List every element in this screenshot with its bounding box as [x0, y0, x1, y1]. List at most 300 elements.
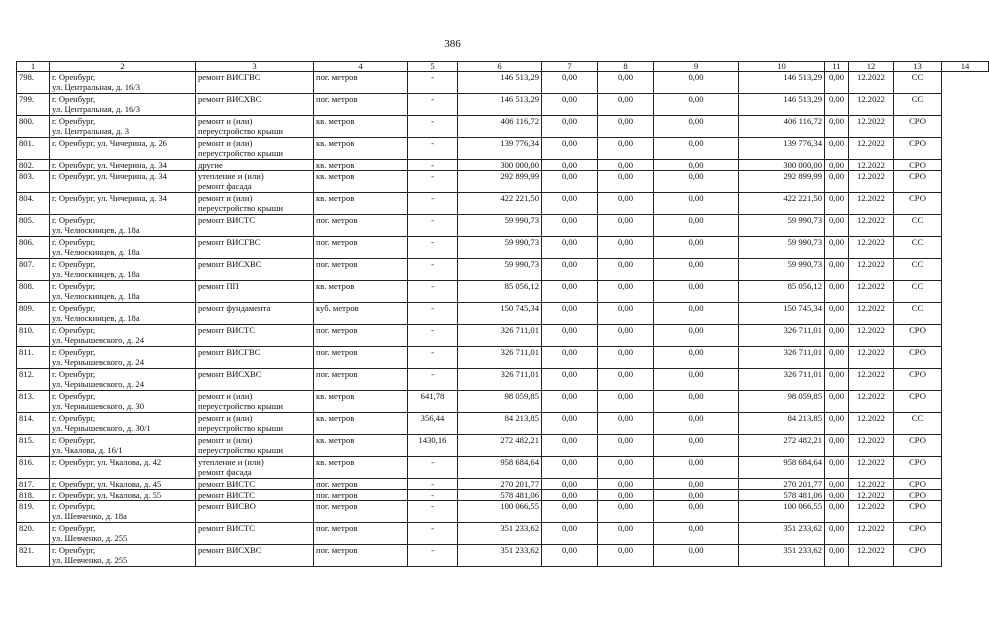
- deadline-cell-text: 12.2022: [857, 435, 885, 445]
- zero-value-cell-c8-text: 0,00: [561, 545, 578, 555]
- deadline-cell: [849, 369, 894, 391]
- row-number-cell: [17, 413, 50, 435]
- fund-method-cell: [894, 501, 942, 523]
- table-row: [17, 303, 989, 325]
- zero-value-cell-c9-text: 0,00: [617, 281, 634, 291]
- address-cell: [50, 171, 196, 193]
- quantity-cell: [408, 138, 458, 160]
- cost-total-cell: [458, 259, 542, 281]
- unit-cell: [314, 435, 408, 457]
- unit-cell: [314, 138, 408, 160]
- zero-value-cell-c12: [825, 523, 849, 545]
- fund-method-cell-text: СС: [911, 259, 924, 269]
- zero-value-cell-c9-text: 0,00: [617, 490, 634, 500]
- zero-value-cell-c8: [542, 369, 598, 391]
- zero-value-cell-c8-text: 0,00: [561, 501, 578, 511]
- address-cell-text: г. Оренбург,: [52, 259, 96, 269]
- zero-value-cell-c10: [654, 303, 739, 325]
- zero-value-cell-c12-text: 0,00: [828, 72, 845, 82]
- address-cell-text: г. Оренбург, ул. Чкалова, д. 45: [52, 479, 162, 489]
- deadline-cell-text: 12.2022: [857, 347, 885, 357]
- work-type-cell-text: ремонт и (или): [198, 116, 253, 126]
- address-cell-text: ул. Центральная, д. 3: [52, 126, 130, 136]
- column-header-9: 9: [654, 62, 739, 72]
- address-cell-text: г. Оренбург,: [52, 501, 96, 511]
- deadline-cell-text: 12.2022: [857, 369, 885, 379]
- work-type-cell-text: утепление и (или): [198, 171, 264, 181]
- cost-fund-cell: [739, 479, 825, 490]
- address-cell-text: г. Оренбург, ул. Чичерина, д. 34: [52, 160, 167, 170]
- zero-value-cell-c8: [542, 94, 598, 116]
- unit-cell-text: пог. метров: [316, 501, 358, 511]
- deadline-cell: [849, 171, 894, 193]
- quantity-cell: [408, 545, 458, 567]
- row-number-cell-text: 812.: [19, 369, 35, 379]
- zero-value-cell-c9-text: 0,00: [617, 237, 634, 247]
- zero-value-cell-c10: [654, 325, 739, 347]
- zero-value-cell-c9: [598, 281, 654, 303]
- row-number-cell-text: 814.: [19, 413, 35, 423]
- zero-value-cell-c8-text: 0,00: [561, 435, 578, 445]
- row-number-cell: [17, 281, 50, 303]
- fund-method-cell-text: СРО: [909, 171, 926, 181]
- zero-value-cell-c12-text: 0,00: [828, 160, 845, 170]
- work-type-cell: [196, 138, 314, 160]
- cost-fund-cell-text: 272 482,21: [783, 435, 822, 445]
- cost-fund-cell: [739, 160, 825, 171]
- fund-method-cell: [894, 490, 942, 501]
- fund-method-cell: [894, 215, 942, 237]
- table-row: [17, 413, 989, 435]
- quantity-cell-text: -: [431, 116, 434, 126]
- quantity-cell: [408, 116, 458, 138]
- unit-cell: [314, 501, 408, 523]
- zero-value-cell-c12: [825, 237, 849, 259]
- zero-value-cell-c12-text: 0,00: [828, 281, 845, 291]
- zero-value-cell-c9-text: 0,00: [617, 545, 634, 555]
- zero-value-cell-c8: [542, 160, 598, 171]
- cost-total-cell-text: 100 066,55: [500, 501, 539, 511]
- table-row: [17, 545, 989, 567]
- quantity-cell: [408, 72, 458, 94]
- column-header-10: 10: [739, 62, 825, 72]
- work-type-cell: [196, 545, 314, 567]
- unit-cell: [314, 490, 408, 501]
- cost-total-cell: [458, 237, 542, 259]
- zero-value-cell-c10: [654, 215, 739, 237]
- table-header: [17, 62, 989, 72]
- cost-total-cell: [458, 116, 542, 138]
- quantity-cell-text: -: [431, 237, 434, 247]
- cost-total-cell: [458, 545, 542, 567]
- zero-value-cell-c8: [542, 215, 598, 237]
- work-type-cell-text: ремонт ВИСТС: [198, 325, 256, 335]
- zero-value-cell-c8-text: 0,00: [561, 413, 578, 423]
- cost-total-cell-text: 59 990,73: [504, 259, 539, 269]
- zero-value-cell-c10: [654, 281, 739, 303]
- unit-cell: [314, 369, 408, 391]
- zero-value-cell-c10-text: 0,00: [688, 490, 704, 500]
- deadline-cell: [849, 116, 894, 138]
- zero-value-cell-c9-text: 0,00: [617, 116, 634, 126]
- fund-method-cell-text: СРО: [909, 116, 926, 126]
- row-number-cell-text: 820.: [19, 523, 35, 533]
- fund-method-cell: [894, 479, 942, 490]
- cost-fund-cell: [739, 303, 825, 325]
- unit-cell: [314, 193, 408, 215]
- zero-value-cell-c12: [825, 391, 849, 413]
- zero-value-cell-c12-text: 0,00: [828, 435, 845, 445]
- cost-fund-cell: [739, 259, 825, 281]
- unit-cell-text: пог. метров: [316, 479, 358, 489]
- zero-value-cell-c8: [542, 171, 598, 193]
- fund-method-cell-text: СРО: [909, 369, 926, 379]
- cost-total-cell-text: 958 684,64: [500, 457, 539, 467]
- address-cell-text: г. Оренбург,: [52, 303, 96, 313]
- column-header-3: 3: [196, 62, 314, 72]
- zero-value-cell-c12: [825, 435, 849, 457]
- fund-method-cell-text: СРО: [909, 545, 926, 555]
- quantity-cell-text: -: [431, 545, 434, 555]
- address-cell: [50, 501, 196, 523]
- deadline-cell: [849, 215, 894, 237]
- fund-method-cell: [894, 303, 942, 325]
- row-number-cell: [17, 259, 50, 281]
- quantity-cell-text: 356,44: [420, 413, 445, 423]
- zero-value-cell-c8: [542, 116, 598, 138]
- zero-value-cell-c8-text: 0,00: [561, 369, 578, 379]
- zero-value-cell-c9: [598, 347, 654, 369]
- unit-cell-text: пог. метров: [316, 325, 358, 335]
- zero-value-cell-c10-text: 0,00: [688, 160, 704, 170]
- work-type-cell: [196, 369, 314, 391]
- unit-cell-text: пог. метров: [316, 259, 358, 269]
- fund-method-cell: [894, 457, 942, 479]
- work-type-cell: [196, 391, 314, 413]
- repair-program-table: [16, 61, 989, 567]
- zero-value-cell-c12: [825, 325, 849, 347]
- row-number-cell-text: 808.: [19, 281, 35, 291]
- fund-method-cell-text: СРО: [909, 501, 926, 511]
- cost-total-cell-text: 59 990,73: [504, 215, 539, 225]
- quantity-cell-text: -: [431, 160, 434, 170]
- work-type-cell: [196, 325, 314, 347]
- cost-fund-cell: [739, 215, 825, 237]
- address-cell-text: г. Оренбург,: [52, 215, 96, 225]
- deadline-cell-text: 12.2022: [857, 259, 885, 269]
- cost-total-cell: [458, 369, 542, 391]
- fund-method-cell-text: СРО: [909, 347, 926, 357]
- zero-value-cell-c9-text: 0,00: [617, 303, 634, 313]
- fund-method-cell: [894, 325, 942, 347]
- row-number-cell-text: 815.: [19, 435, 35, 445]
- row-number-cell: [17, 490, 50, 501]
- address-cell: [50, 160, 196, 171]
- fund-method-cell: [894, 116, 942, 138]
- cost-fund-cell: [739, 435, 825, 457]
- quantity-cell-text: -: [431, 259, 434, 269]
- zero-value-cell-c10-text: 0,00: [688, 281, 704, 291]
- unit-cell-text: кв. метров: [316, 160, 355, 170]
- unit-cell-text: пог. метров: [316, 545, 358, 555]
- cost-fund-cell-text: 139 776,34: [783, 138, 822, 148]
- address-cell: [50, 325, 196, 347]
- unit-cell: [314, 116, 408, 138]
- deadline-cell-text: 12.2022: [857, 160, 885, 170]
- work-type-cell: [196, 237, 314, 259]
- zero-value-cell-c9: [598, 94, 654, 116]
- row-number-cell: [17, 479, 50, 490]
- address-cell-text: г. Оренбург,: [52, 545, 96, 555]
- unit-cell: [314, 215, 408, 237]
- cost-fund-cell-text: 100 066,55: [783, 501, 822, 511]
- column-header-14: 14: [942, 62, 989, 72]
- zero-value-cell-c9-text: 0,00: [617, 325, 634, 335]
- quantity-cell-text: -: [431, 457, 434, 467]
- work-type-cell-text: ремонт фундамента: [198, 303, 271, 313]
- unit-cell-text: пог. метров: [316, 72, 358, 82]
- work-type-cell: [196, 160, 314, 171]
- cost-total-cell: [458, 160, 542, 171]
- zero-value-cell-c8: [542, 545, 598, 567]
- quantity-cell: [408, 325, 458, 347]
- zero-value-cell-c9-text: 0,00: [617, 479, 634, 489]
- unit-cell-text: кв. метров: [316, 171, 355, 181]
- cost-fund-cell-text: 351 233,62: [783, 545, 822, 555]
- fund-method-cell: [894, 413, 942, 435]
- zero-value-cell-c8: [542, 193, 598, 215]
- page-number: 386: [444, 38, 461, 50]
- address-cell: [50, 94, 196, 116]
- zero-value-cell-c9: [598, 237, 654, 259]
- cost-fund-cell-text: 84 213,85: [787, 413, 822, 423]
- column-header-13: 13: [894, 62, 942, 72]
- row-number-cell: [17, 435, 50, 457]
- deadline-cell-text: 12.2022: [857, 413, 885, 423]
- zero-value-cell-c9: [598, 325, 654, 347]
- deadline-cell: [849, 457, 894, 479]
- cost-total-cell-text: 85 056,12: [504, 281, 539, 291]
- deadline-cell: [849, 325, 894, 347]
- row-number-cell-text: 817.: [19, 479, 35, 489]
- fund-method-cell-text: СС: [911, 303, 924, 313]
- unit-cell-text: пог. метров: [316, 490, 358, 500]
- zero-value-cell-c9-text: 0,00: [617, 259, 634, 269]
- zero-value-cell-c8-text: 0,00: [561, 160, 578, 170]
- zero-value-cell-c9: [598, 303, 654, 325]
- address-cell: [50, 479, 196, 490]
- zero-value-cell-c9-text: 0,00: [617, 347, 634, 357]
- row-number-cell-text: 809.: [19, 303, 35, 313]
- cost-total-cell: [458, 435, 542, 457]
- fund-method-cell: [894, 193, 942, 215]
- table-row: [17, 259, 989, 281]
- zero-value-cell-c9: [598, 215, 654, 237]
- fund-method-cell: [894, 94, 942, 116]
- quantity-cell: [408, 303, 458, 325]
- fund-method-cell: [894, 369, 942, 391]
- fund-method-cell: [894, 347, 942, 369]
- quantity-cell: [408, 435, 458, 457]
- zero-value-cell-c10-text: 0,00: [688, 171, 704, 181]
- row-number-cell-text: 813.: [19, 391, 35, 401]
- unit-cell: [314, 479, 408, 490]
- cost-fund-cell: [739, 171, 825, 193]
- zero-value-cell-c9-text: 0,00: [617, 391, 634, 401]
- address-cell-text: г. Оренбург,: [52, 72, 96, 82]
- cost-fund-cell-text: 422 221,50: [783, 193, 822, 203]
- zero-value-cell-c8: [542, 479, 598, 490]
- fund-method-cell: [894, 259, 942, 281]
- cost-total-cell: [458, 347, 542, 369]
- deadline-cell-text: 12.2022: [857, 391, 885, 401]
- cost-total-cell-text: 300 000,00: [500, 160, 539, 170]
- cost-total-cell: [458, 281, 542, 303]
- zero-value-cell-c10-text: 0,00: [688, 435, 704, 445]
- address-cell: [50, 138, 196, 160]
- work-type-cell: [196, 490, 314, 501]
- address-cell-text: ул. Центральная, д. 16/3: [52, 82, 140, 92]
- quantity-cell-text: -: [431, 501, 434, 511]
- deadline-cell-text: 12.2022: [857, 281, 885, 291]
- row-number-cell: [17, 237, 50, 259]
- quantity-cell: [408, 160, 458, 171]
- table-row: [17, 138, 989, 160]
- zero-value-cell-c10: [654, 72, 739, 94]
- cost-fund-cell: [739, 391, 825, 413]
- zero-value-cell-c12: [825, 160, 849, 171]
- zero-value-cell-c8-text: 0,00: [561, 523, 578, 533]
- zero-value-cell-c8-text: 0,00: [561, 72, 578, 82]
- zero-value-cell-c12-text: 0,00: [828, 325, 845, 335]
- table-row: [17, 391, 989, 413]
- cost-fund-cell: [739, 369, 825, 391]
- table-row: [17, 490, 989, 501]
- row-number-cell: [17, 215, 50, 237]
- column-header-1: 1: [17, 62, 50, 72]
- zero-value-cell-c10-text: 0,00: [688, 523, 704, 533]
- quantity-cell: [408, 501, 458, 523]
- work-type-cell: [196, 94, 314, 116]
- row-number-cell-text: 811.: [19, 347, 34, 357]
- row-number-cell-text: 806.: [19, 237, 35, 247]
- zero-value-cell-c9: [598, 391, 654, 413]
- zero-value-cell-c12-text: 0,00: [828, 237, 845, 247]
- row-number-cell: [17, 369, 50, 391]
- work-type-cell-text: ремонт и (или): [198, 138, 253, 148]
- work-type-cell-text: ремонт ВИСТС: [198, 215, 256, 225]
- address-cell: [50, 72, 196, 94]
- fund-method-cell: [894, 138, 942, 160]
- zero-value-cell-c8: [542, 138, 598, 160]
- fund-method-cell-text: СС: [911, 94, 924, 104]
- zero-value-cell-c8: [542, 281, 598, 303]
- zero-value-cell-c12-text: 0,00: [828, 369, 845, 379]
- zero-value-cell-c12: [825, 281, 849, 303]
- zero-value-cell-c9-text: 0,00: [617, 94, 634, 104]
- zero-value-cell-c12-text: 0,00: [828, 215, 845, 225]
- fund-method-cell: [894, 160, 942, 171]
- fund-method-cell-text: СРО: [909, 490, 926, 500]
- table-row: [17, 457, 989, 479]
- row-number-cell-text: 804.: [19, 193, 35, 203]
- column-header-6: 6: [458, 62, 542, 72]
- fund-method-cell: [894, 523, 942, 545]
- cost-total-cell: [458, 215, 542, 237]
- deadline-cell: [849, 347, 894, 369]
- address-cell-text: г. Оренбург, ул. Чкалова, д. 55: [52, 490, 162, 500]
- zero-value-cell-c9: [598, 138, 654, 160]
- deadline-cell-text: 12.2022: [857, 523, 885, 533]
- address-cell-text: г. Оренбург,: [52, 116, 96, 126]
- cost-total-cell-text: 272 482,21: [500, 435, 539, 445]
- zero-value-cell-c10: [654, 369, 739, 391]
- row-number-cell-text: 818.: [19, 490, 35, 500]
- zero-value-cell-c10-text: 0,00: [688, 369, 704, 379]
- address-cell-text: г. Оренбург,: [52, 391, 96, 401]
- fund-method-cell-text: СС: [911, 281, 924, 291]
- zero-value-cell-c9-text: 0,00: [617, 501, 634, 511]
- work-type-cell-text: ремонт ВИСГВС: [198, 72, 261, 82]
- address-cell-text: ул. Челюскинцев, д. 18а: [52, 225, 140, 235]
- zero-value-cell-c10: [654, 94, 739, 116]
- work-type-cell: [196, 303, 314, 325]
- row-number-cell: [17, 171, 50, 193]
- cost-total-cell: [458, 391, 542, 413]
- zero-value-cell-c10: [654, 501, 739, 523]
- cost-fund-cell-text: 326 711,01: [783, 347, 822, 357]
- zero-value-cell-c8: [542, 259, 598, 281]
- zero-value-cell-c10: [654, 545, 739, 567]
- fund-method-cell-text: СРО: [909, 160, 926, 170]
- fund-method-cell-text: СРО: [909, 391, 926, 401]
- quantity-cell: [408, 369, 458, 391]
- row-number-cell: [17, 138, 50, 160]
- address-cell-text: г. Оренбург, ул. Чичерина, д. 26: [52, 138, 167, 148]
- cost-total-cell: [458, 303, 542, 325]
- zero-value-cell-c10-text: 0,00: [688, 215, 704, 225]
- fund-method-cell-text: СРО: [909, 193, 926, 203]
- zero-value-cell-c10-text: 0,00: [688, 138, 704, 148]
- zero-value-cell-c12-text: 0,00: [828, 193, 845, 203]
- zero-value-cell-c8-text: 0,00: [561, 138, 578, 148]
- cost-total-cell: [458, 490, 542, 501]
- table-row: [17, 171, 989, 193]
- cost-fund-cell: [739, 116, 825, 138]
- cost-fund-cell-text: 958 684,64: [783, 457, 822, 467]
- row-number-cell: [17, 501, 50, 523]
- deadline-cell: [849, 303, 894, 325]
- zero-value-cell-c10: [654, 171, 739, 193]
- zero-value-cell-c10: [654, 138, 739, 160]
- zero-value-cell-c12: [825, 94, 849, 116]
- zero-value-cell-c12-text: 0,00: [828, 545, 845, 555]
- zero-value-cell-c12: [825, 259, 849, 281]
- quantity-cell: [408, 237, 458, 259]
- work-type-cell: [196, 523, 314, 545]
- fund-method-cell-text: СРО: [909, 457, 926, 467]
- address-cell-text: г. Оренбург, ул. Чичерина, д. 34: [52, 193, 167, 203]
- column-header-2: 2: [50, 62, 196, 72]
- fund-method-cell-text: СС: [911, 215, 924, 225]
- cost-total-cell-text: 406 116,72: [500, 116, 539, 126]
- zero-value-cell-c8-text: 0,00: [561, 193, 578, 203]
- zero-value-cell-c10: [654, 259, 739, 281]
- cost-fund-cell: [739, 347, 825, 369]
- work-type-cell-text: ремонт ВИСХВС: [198, 369, 262, 379]
- unit-cell-text: кв. метров: [316, 391, 355, 401]
- unit-cell-text: кв. метров: [316, 457, 355, 467]
